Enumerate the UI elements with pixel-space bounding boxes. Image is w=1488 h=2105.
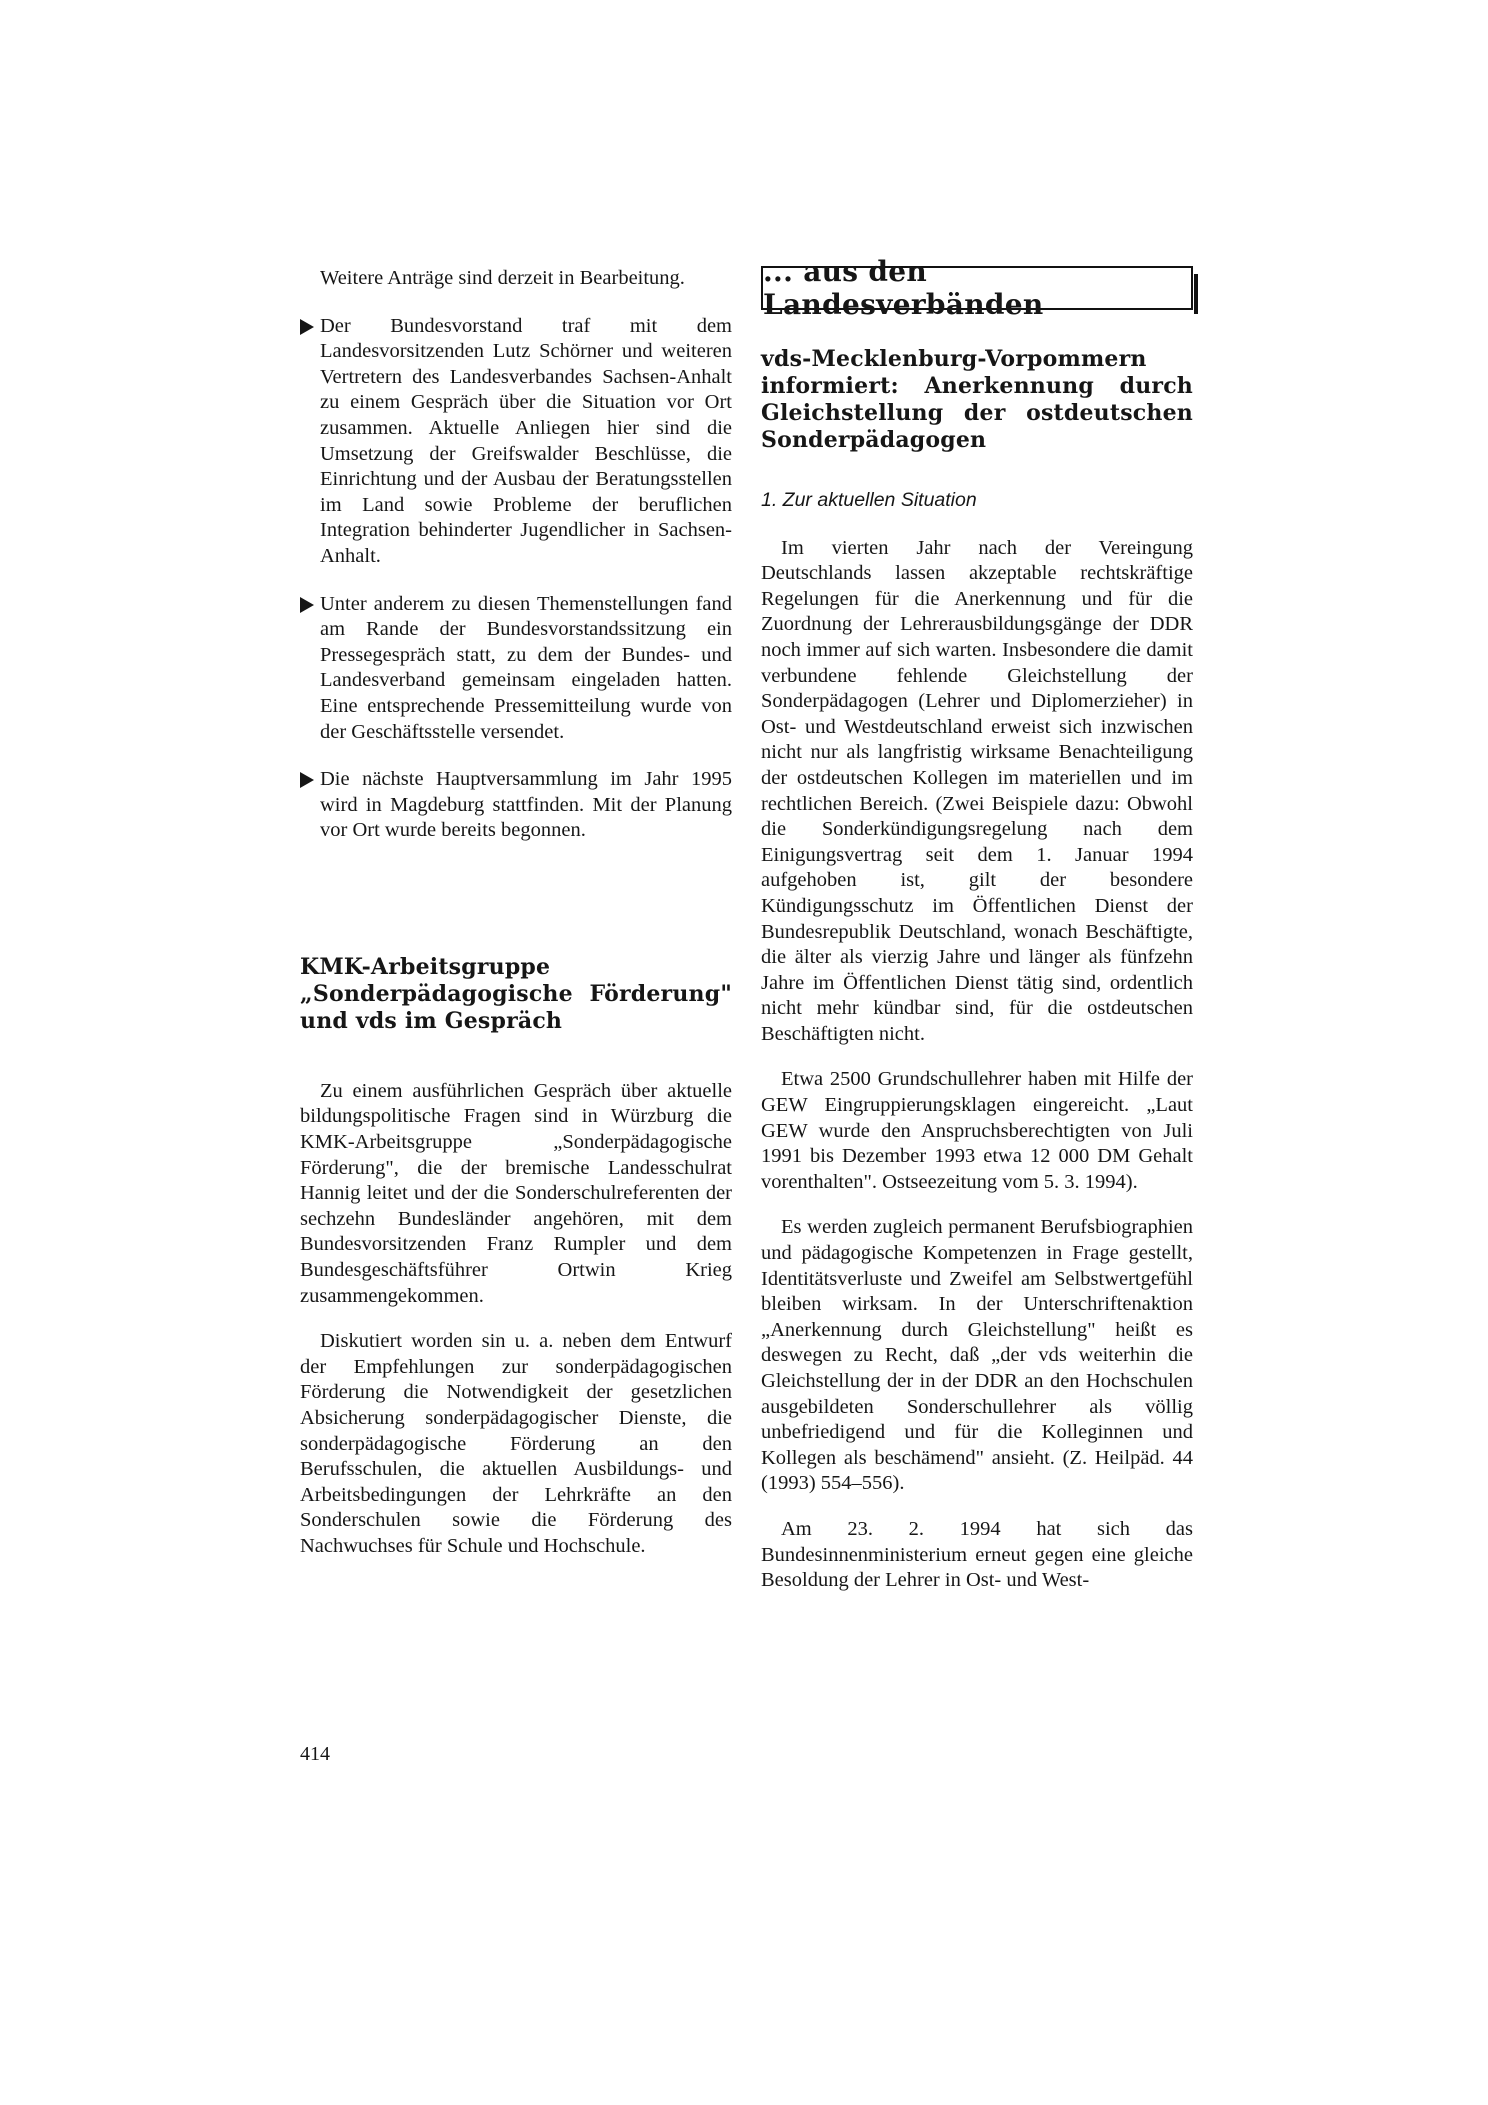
bullet-text: Die nächste Hauptversammlung im Jahr 1995 wird in Magdeburg stattfinden. Mit der Planung vor Ort wurde bereits begonnen. — [320, 768, 732, 842]
page-number: 414 — [300, 1743, 330, 1765]
intro-line: Weitere Anträge sind derzeit in Bearbeitung. — [320, 267, 685, 289]
bullet-triangle-icon — [300, 772, 314, 788]
article-subheading: 1. Zur aktuellen Situation — [761, 489, 977, 511]
right-column — [761, 346, 1193, 1594]
bullet-item — [300, 314, 732, 570]
bullet-item — [300, 767, 732, 844]
left-column — [300, 266, 732, 1560]
body-paragraph: Etwa 2500 Grundschullehrer haben mit Hilfe der GEW Eingruppierungsklagen eingereicht. „Laut GEW wurde den Anspruchsberechtigten von Juli 1991 bis Dezember 1993 etwa 12 000 DM Gehalt vorenthalten". Ostseezeitung vom 5. 3. 1994). — [761, 1068, 1193, 1193]
bullet-text: Unter anderem zu diesen Themenstellungen fand am Rande der Bundesvorstandssitzung ein Pressegespräch statt, zu dem der Bundes- und Landesverband gemeinsam eingeladen hatten. Eine entsprechende Pressemitteilung wurde von der Geschäftsstelle versendet. — [320, 592, 732, 743]
body-paragraph: Diskutiert worden sin u. a. neben dem Entwurf der Empfehlungen zur sonderpädagogischen Förderung die Notwendigkeit der gesetzlichen Absicherung sonderpädagogischer Dienste, die sonderpädagogische Förderung an den Berufsschulen, die aktuellen Ausbildungs- und Arbeitsbedingungen der Lehrkräfte an den Sonderschulen sowie die Förderung des Nachwuchses für Schule und Hochschule. — [300, 1330, 732, 1557]
banner-title: ... aus den Landesverbänden — [763, 255, 1044, 321]
body-paragraph: Zu einem ausführlichen Gespräch über aktuelle bildungspolitische Fragen sind in Würzburg die KMK-Arbeitsgruppe „Sonderpädagogische Förderung", die der bremische Landesschulrat Hannig leitet und der die Sonderschulreferenten der sechzehn Bundesländer angehören, mit dem Bundesvorsitzenden Franz Rumpler und dem Bundesgeschäftsführer Ortwin Krieg zusammengekommen. — [300, 1079, 732, 1307]
bullet-triangle-icon — [300, 319, 314, 335]
bullet-item — [300, 592, 732, 746]
body-paragraph: Es werden zugleich permanent Berufsbiographien und pädagogische Kompetenzen in Frage gestellt, Identitätsverluste und Zweifel am Selbstwertgefühl bleiben wirksam. In der Unterschriftenaktion „Anerkennung durch Gleichstellung" heißt es deswegen zu Recht, daß „der vds weiterhin die Gleichstellung der in der DDR an den Hochschulen ausgebildeten Sonderschullehrer als völlig unbefriedigend und für die Kolleginnen und Kollegen als beschämend" ansieht. (Z. Heilpäd. 44 (1993) 554–556). — [761, 1216, 1193, 1495]
body-paragraph: Am 23. 2. 1994 hat sich das Bundesinnenministerium erneut gegen eine gleiche Besoldung der Lehrer in Ost- und West- — [761, 1517, 1193, 1592]
body-paragraph: Im vierten Jahr nach der Vereingung Deutschlands lassen akzeptable rechtskräftige Regelungen für die Anerkennung und für die Zuordnung der Lehrerausbildungsgänge der DDR noch immer auf sich warten. Insbesondere die damit verbundene fehlende Gleichstellung der Sonderpädagogen (Lehrer und Diplomerzieher) in Ost- und Westdeutschland erweist sich inzwischen nicht nur als langfristig wirksame Benachteiligung der ostdeutschen Kollegen im materiellen und im rechtlichen Bereich. (Zwei Beispiele dazu: Obwohl die Sonderkündigungsregelung nach dem Einigungsvertrag seit dem 1. Januar 1994 aufgehoben ist, gilt der besondere Kündigungsschutz im Öffentlichen Dienst der Bundesrepublik Deutschland, wonach Beschäftigte, die älter als vierzig Jahre und länger als fünfzehn Jahre im Öffentlichen Dienst tätig sind, ordentlich nicht mehr kündbar sind, für die ostdeutschen Beschäftigten nicht. — [761, 536, 1193, 1045]
section-banner — [761, 255, 1193, 321]
article-heading: vds-Mecklenburg-Vorpommern informiert: Anerkennung durch Gleichstellung der ostdeutschen Sonderpädagogen — [761, 346, 1193, 453]
section-heading: KMK-Arbeitsgruppe „Sonderpädagogische Förderung" und vds im Gespräch — [300, 953, 732, 1034]
bullet-triangle-icon — [300, 597, 314, 613]
bullet-text: Der Bundesvorstand traf mit dem Landesvorsitzenden Lutz Schörner und weiteren Vertretern des Landesverbandes Sachsen-Anhalt zu einem Gespräch über die Situation vor Ort zusammen. Aktuelle Anliegen hier sind die Umsetzung der Greifswalder Beschlüsse, die Einrichtung und der Ausbau der Beratungsstellen im Land sowie Probleme der beruflichen Integration behinderter Jugendlicher in Sachsen-Anhalt. — [320, 314, 732, 567]
